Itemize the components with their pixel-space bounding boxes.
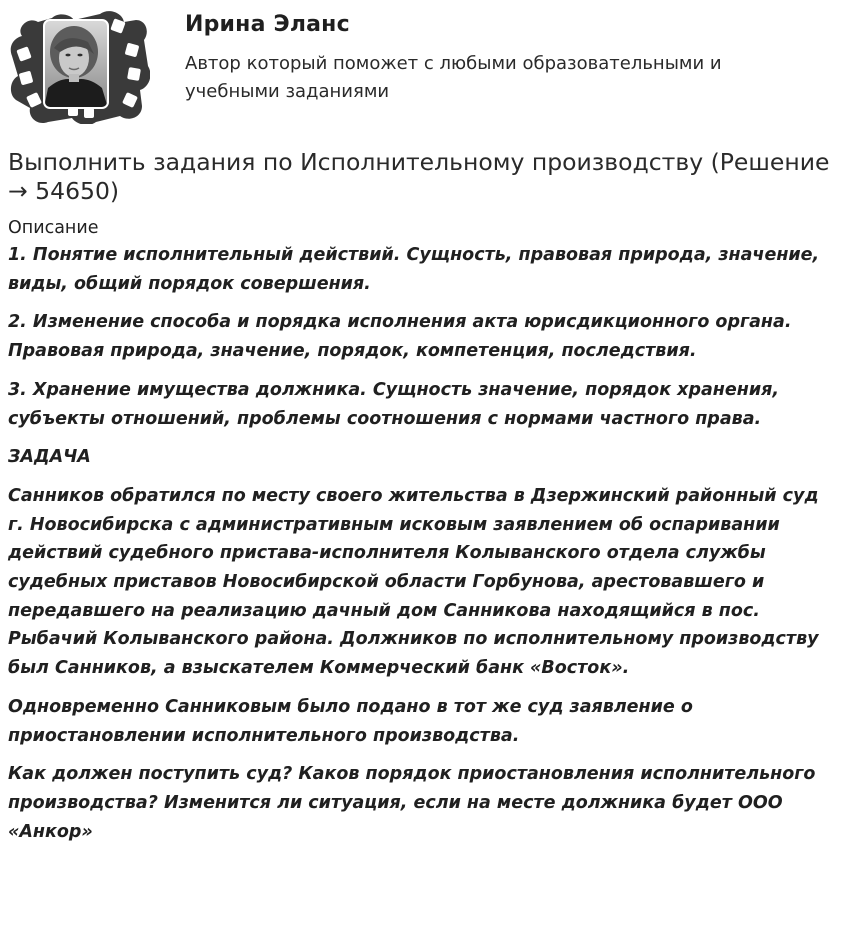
author-name[interactable]: Ирина Эланс [185,12,350,37]
task-questions: Как должен поступить суд? Каков порядок приостановления исполнительного производства? Изменится ли ситуация, если на месте должника будет ООО «Анкор» [8,764,816,842]
task-paragraph-3: 3. Хранение имущества должника. Сущность значение, порядок хранения, субъекты отношений, проблемы соотношения с нормами частного права. [8,379,779,429]
task-paragraph-2: 2. Изменение способа и порядка исполнения акта юрисдикционного органа. Правовая природа, значение, порядок, компетенция, последствия. [8,312,792,362]
film-frame-avatar-image [8,6,150,124]
author-bio: Автор который поможет с любыми образовательными и учебными заданиями [185,53,722,102]
task-heading: ЗАДАЧА [8,447,91,468]
description-label: Описание [8,218,99,238]
avatar[interactable] [8,6,150,124]
task-content [8,216,840,856]
task-problem-addendum: Одновременно Санниковым было подано в тот же суд заявление о приостановлении исполнительного производства. [8,696,693,746]
task-problem-text: Санников обратился по месту своего жительства в Дзержинский районный суд г. Новосибирска с административным исковым заявлением об оспаривании действий судебного пристава-исполнителя Колыванского отдела службы судебных приставов Новосибирской области Горбунова, арестовавшего и передавшего на реализацию дачный дом Санникова находящийся в пос. Рыбачий Колыванского района. Должников по исполнительному производству был Санников, а взыскателем Коммерческий банк «Восток». [8,485,819,679]
author-card [8,6,839,126]
task-paragraph-1: 1. Понятие исполнительный действий. Сущность, правовая природа, значение, виды, общий порядок совершения. [8,245,820,294]
page-title: Выполнить задания по Исполнительному производству (Решение → 54650) [8,148,830,205]
portrait-photo [44,20,108,108]
